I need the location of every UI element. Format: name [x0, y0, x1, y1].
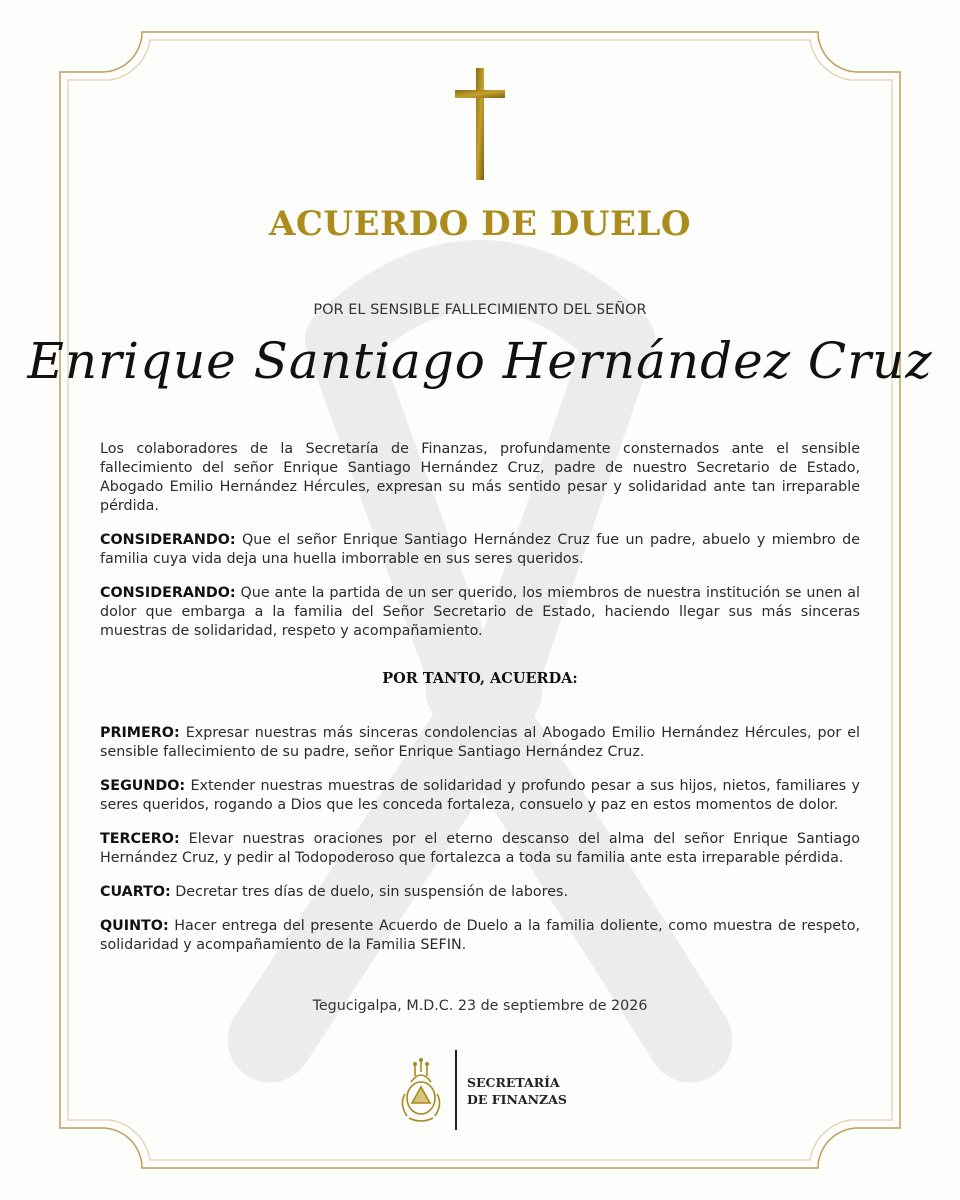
organization-name [467, 1074, 567, 1108]
acuerdo-tercero [100, 830, 860, 868]
considerando-label: CONSIDERANDO: [100, 532, 236, 548]
considerando-text: Que el señor Enrique Santiago Hernández Cruz fue un padre, abuelo y miembro de familia cuya vida deja una huella imborrable en sus seres queridos. [100, 532, 860, 567]
document-body [100, 440, 860, 970]
acuerdo-primero [100, 724, 860, 762]
place-date: Tegucigalpa, M.D.C. 23 de septiembre de 2026 [312, 998, 648, 1014]
page-title: ACUERDO DE DUELO [268, 204, 691, 244]
acuerdo-text: Elevar nuestras oraciones por el eterno descanso del alma del señor Enrique Santiago Hernández Cruz, y pedir al Todopoderoso que fortalezca a toda su familia ante esta irreparable pérdida. [100, 831, 860, 866]
considerando-text: Que ante la partida de un ser querido, los miembros de nuestra institución se unen al dolor que embarga a la familia del Señor Secretario de Estado, haciendo llegar sus más sinceras muestras de solidaridad, respeto y acompañamiento. [100, 585, 860, 639]
acuerdo-text: Extender nuestras muestras de solidaridad y profundo pesar a sus hijos, nietos, familiares y seres queridos, rogando a Dios que les conceda fortaleza, consuelo y paz en estos momentos de dolor. [100, 778, 860, 813]
acuerdo-text: Decretar tres días de duelo, sin suspensión de labores. [170, 884, 569, 900]
considerando-label: CONSIDERANDO: [100, 585, 236, 601]
acuerdo-label: TERCERO: [100, 831, 180, 847]
considerando-2 [100, 584, 860, 641]
organization-line-2: DE FINANZAS [467, 1092, 567, 1107]
coat-of-arms-icon [395, 1054, 447, 1126]
acuerdo-label: PRIMERO: [100, 725, 180, 741]
acuerdo-text: Hacer entrega del presente Acuerdo de Duelo a la familia doliente, como muestra de respeto, solidaridad y acompañamiento de la Familia SEFIN. [100, 918, 860, 953]
deceased-name: Enrique Santiago Hernández Cruz [27, 332, 933, 390]
acuerdo-text: Expresar nuestras más sinceras condolencias al Abogado Emilio Hernández Hércules, por el sensible fallecimiento de su padre, señor Enrique Santiago Hernández Cruz. [100, 725, 860, 760]
por-tanto-heading: POR TANTO, ACUERDA: [382, 670, 578, 687]
acuerdo-cuarto [100, 883, 860, 902]
acuerdo-label: SEGUNDO: [100, 778, 186, 794]
acuerdo-label: CUARTO: [100, 884, 171, 900]
considerando-1 [100, 531, 860, 569]
acuerdo-segundo [100, 777, 860, 815]
organization-line-1: SECRETARÍA [467, 1075, 560, 1090]
acuerdo-quinto [100, 917, 860, 955]
intro-paragraph: Los colaboradores de la Secretaría de Finanzas, profundamente consternados ante el sensible fallecimiento del señor Enrique Santiago Hernández Cruz, padre de nuestro Secretario de Estado, Abogado Emilio Hernández Hércules, expresan su más sentido pesar y solidaridad ante tan irreparable pérdida. [100, 441, 860, 514]
footer-divider [455, 1050, 457, 1130]
subtitle: POR EL SENSIBLE FALLECIMIENTO DEL SEÑOR [313, 302, 647, 318]
cross-icon [455, 68, 505, 180]
footer-logo [395, 1050, 595, 1130]
acuerdo-label: QUINTO: [100, 918, 169, 934]
